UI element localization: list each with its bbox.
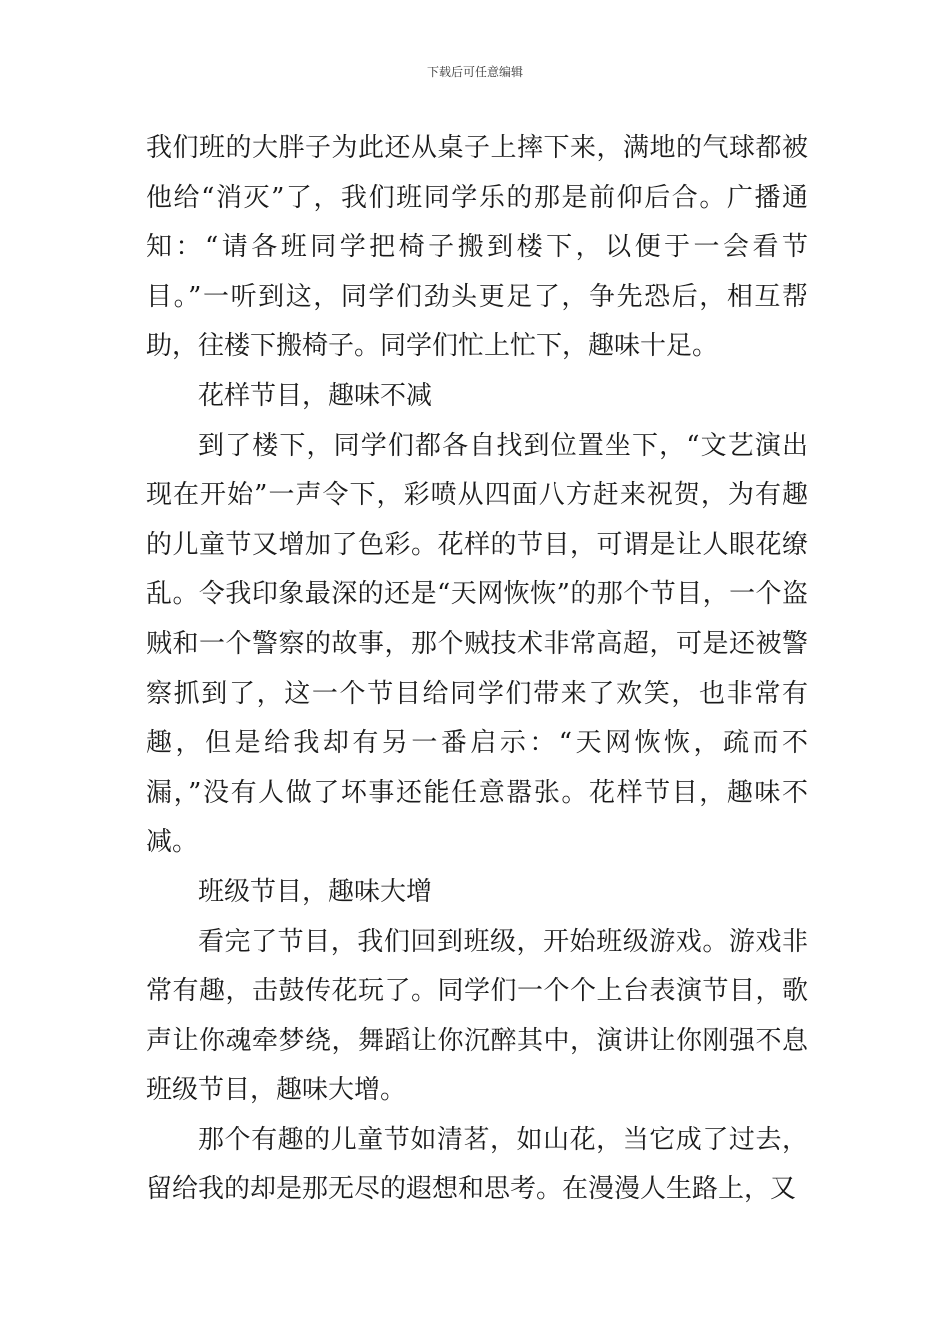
document-body <box>146 124 808 1215</box>
paragraph-2: 到了楼下，同学们都各自找到位置坐下，“文艺演出现在开始”一声令下，彩喷从四面八方赶来祝贺，为有趣的儿童节又增加了色彩。花样的节目，可谓是让人眼花缭乱。令我印象最深的还是“天网恢恢”的那个节目，一个盗贼和一个警察的故事，那个贼技术非常高超，可是还被警察抓到了，这一个节目给同学们带来了欢笑，也非常有趣，但是给我却有另一番启示：“天网恢恢，疏而不漏，”没有人做了坏事还能任意嚣张。花样节目，趣味不减。 <box>146 430 808 858</box>
paragraph-1: 我们班的大胖子为此还从桌子上摔下来，满地的气球都被他给“消灭”了，我们班同学乐的那是前仰后合。广播通知：“请各班同学把椅子搬到楼下，以便于一会看节目。”一听到这，同学们劲头更足了，争先恐后，相互帮助，往楼下搬椅子。同学们忙上忙下，趣味十足。 <box>146 133 808 362</box>
paragraph-3: 看完了节目，我们回到班级，开始班级游戏。游戏非常有趣，击鼓传花玩了。同学们一个个上台表演节目，歌声让你魂牵梦绕，舞蹈让你沉醉其中，演讲让你刚强不息班级节目，趣味大增。 <box>146 926 808 1106</box>
page-header: 下载后可任意编辑 <box>426 65 523 79</box>
section-heading-2: 班级节目，趣味大增 <box>198 876 433 907</box>
section-heading-1: 花样节目，趣味不减 <box>198 380 433 411</box>
paragraph-4: 那个有趣的儿童节如清茗，如山花，当它成了过去，留给我的却是那无尽的遐想和思考。在漫漫人生路上，又 <box>146 1124 808 1205</box>
